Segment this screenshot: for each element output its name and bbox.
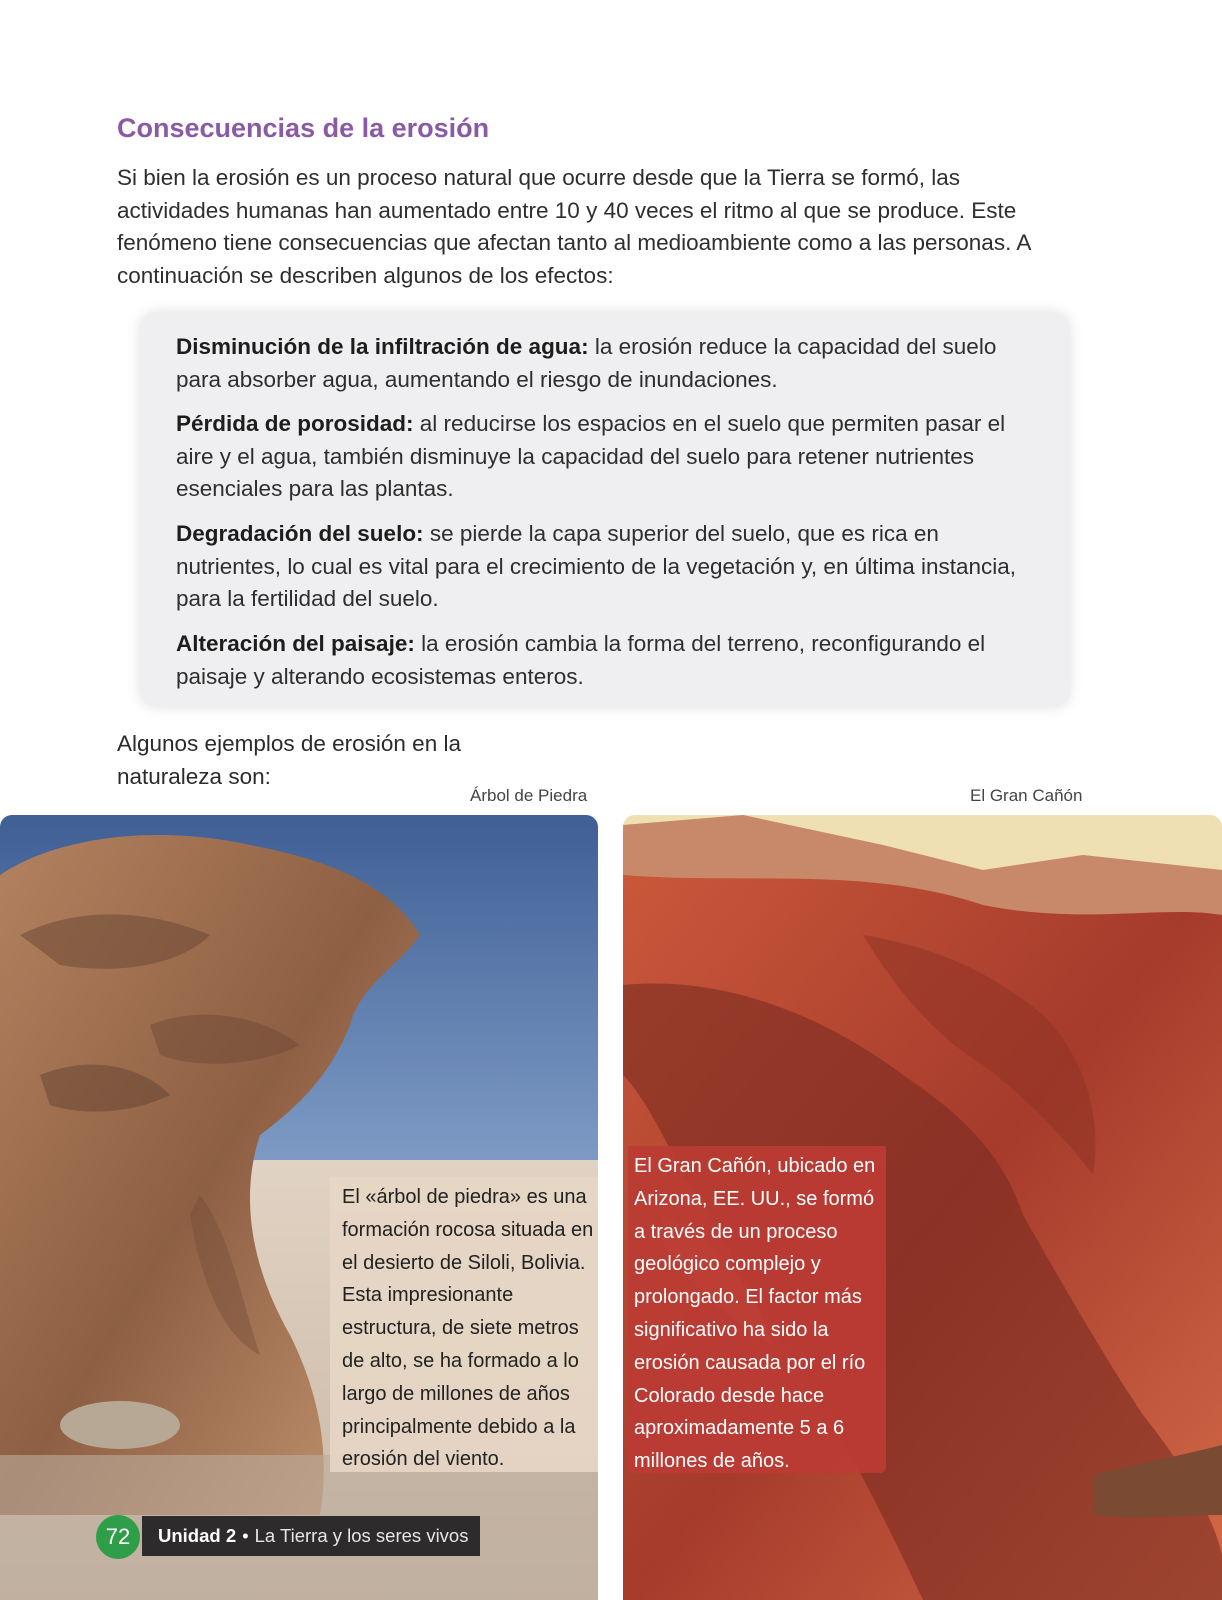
examples-intro: Algunos ejemplos de erosión en la naturaleza son: — [117, 731, 461, 789]
tree-caption-label: Árbol de Piedra — [470, 786, 588, 805]
footer-unit: Unidad 2 — [158, 1525, 237, 1546]
tree-description: El «árbol de piedra» es una formación rocosa situada en el desierto de Siloli, Bolivia. Esta impresionante estructura, de siete metros de alto, se ha formado a lo largo de millones de años principalmente debido a la erosión del viento. — [330, 1177, 598, 1472]
effect-text: al reducirse los espacios en el suelo que permiten pasar el aire y el agua, también disminuye la capacidad del suelo para retener nutrientes esenciales para las plantas. — [176, 411, 1006, 501]
section-title: Consecuencias de la erosión — [117, 113, 490, 143]
canyon-caption-label: El Gran Cañón — [970, 786, 1083, 805]
effect-item — [176, 408, 1046, 506]
effect-term: Pérdida de porosidad: — [176, 411, 414, 436]
effect-item — [176, 331, 1046, 396]
effect-text: se pierde la capa superior del suelo, que es rica en nutrientes, lo cual es vital para el crecimiento de la vegetación y, en última instancia, para la fertilidad del suelo. — [176, 521, 1017, 611]
canyon-description: El Gran Cañón, ubicado en Arizona, EE. UU., se formó a través de un proceso geológico complejo y prolongado. El factor más significativo ha sido la erosión causada por el río Colorado desde hace aproximadamente 5 a 6 millones de años. — [628, 1146, 886, 1473]
effect-term: Degradación del suelo: — [176, 521, 424, 546]
effect-item — [176, 518, 1046, 616]
effect-item — [176, 628, 1046, 693]
footer-unit-bar — [142, 1516, 480, 1556]
footer-subtitle: La Tierra y los seres vivos — [254, 1525, 469, 1546]
effect-term: Alteración del paisaje: — [176, 631, 415, 656]
effect-text: la erosión cambia la forma del terreno, reconfigurando el paisaje y alterando ecosistemas enteros. — [176, 631, 986, 689]
intro-paragraph: Si bien la erosión es un proceso natural que ocurre desde que la Tierra se formó, las actividades humanas han aumentado entre 10 y 40 veces el ritmo al que se produce. Este fenómeno tiene consecuencias que afectan tanto al medioambiente como a las personas. A continuación se describen algunos de los efectos: — [117, 165, 1031, 288]
footer-separator: • — [242, 1525, 249, 1546]
effect-text: la erosión reduce la capacidad del suelo para absorber agua, aumentando el riesgo de inundaciones. — [176, 334, 997, 392]
page-number-badge: 72 — [96, 1515, 140, 1559]
effect-term: Disminución de la infiltración de agua: — [176, 334, 589, 359]
